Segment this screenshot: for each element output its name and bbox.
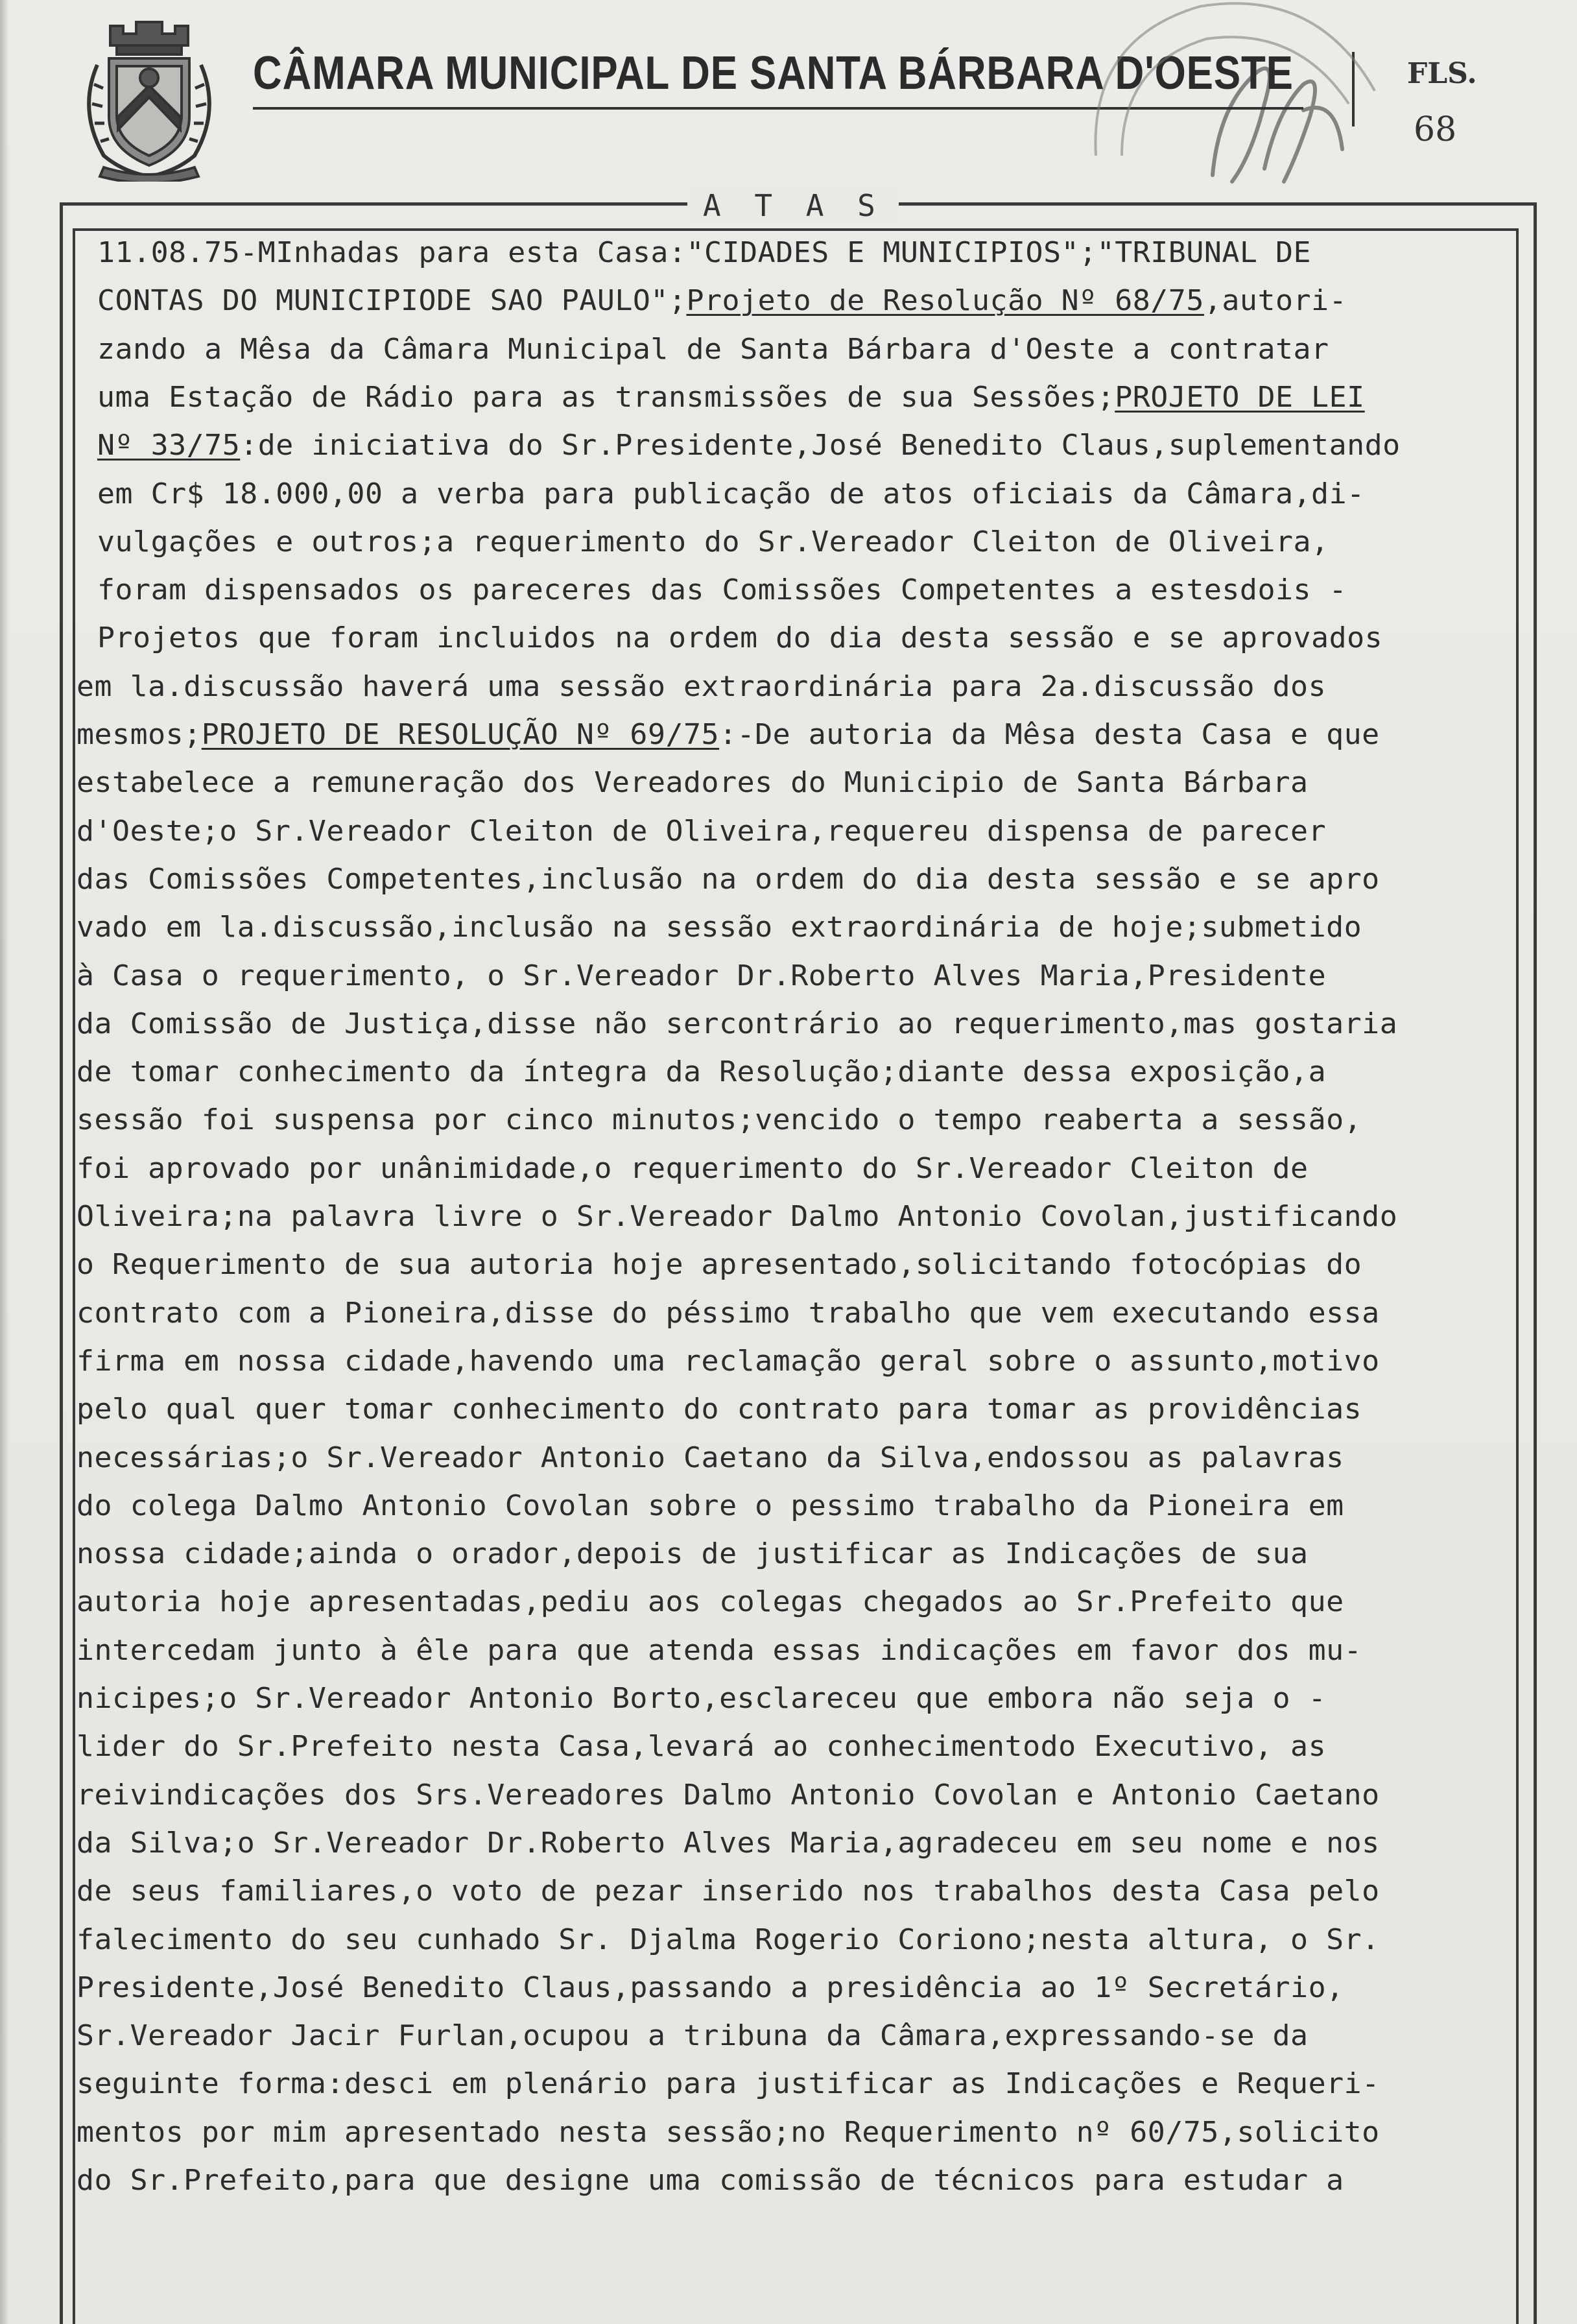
text-segment: nossa cidade;ainda o orador,depois de justificar as Indicações de sua <box>77 1537 1309 1571</box>
text-line <box>77 718 1380 751</box>
text-segment: falecimento do seu cunhado Sr. Djalma Rogerio Coriono;nesta altura, o Sr. <box>77 1923 1380 1956</box>
text-line <box>77 2166 1344 2195</box>
text-line <box>97 284 1347 318</box>
text-line <box>77 1200 1398 1233</box>
text-line <box>77 1055 1327 1089</box>
text-line <box>77 1248 1362 1282</box>
text-line <box>77 2115 1380 2149</box>
text-line <box>97 380 1365 414</box>
text-line <box>77 1103 1362 1137</box>
text-line <box>77 862 1380 896</box>
text-segment: de seus familiares,o voto de pezar inserido nos trabalhos desta Casa pelo <box>77 1875 1380 1908</box>
text-line <box>77 1296 1380 1330</box>
text-segment: de tomar conhecimento da íntegra da Resolução;diante dessa exposição,a <box>77 1055 1327 1089</box>
text-line <box>77 1344 1380 1378</box>
text-segment: Oliveira;na palavra livre o Sr.Vereador Dalmo Antonio Covolan,justificando <box>77 1200 1398 1233</box>
text-segment: do Sr.Prefeito,para que designe uma comissão de técnicos para estudar a <box>77 2164 1344 2197</box>
text-segment: lider do Sr.Prefeito nesta Casa,levará ao conhecimentodo Executivo, as <box>77 1730 1327 1764</box>
text-segment: zando a Mêsa da Câmara Municipal de Santa Bárbara d'Oeste a contratar <box>97 332 1329 366</box>
text-segment: do colega Dalmo Antonio Covolan sobre o pessimo trabalho da Pioneira em <box>77 1489 1344 1522</box>
text-line <box>77 1684 1326 1713</box>
text-line <box>77 1923 1380 1956</box>
text-segment: :-De autoria da Mêsa desta Casa e que <box>719 718 1380 751</box>
text-line <box>77 814 1327 848</box>
text-segment: Presidente,José Benedito Claus,passando a presidência ao 1º Secretário, <box>77 1971 1344 2004</box>
text-line <box>77 1395 1362 1424</box>
text-segment: Sr.Vereador Jacir Furlan,ocupou a tribuna da Câmara,expressando-se da <box>77 2019 1309 2053</box>
text-segment: CONTAS DO MUNICIPIODE SAO PAULO"; <box>97 284 687 318</box>
text-segment: contrato com a Pioneira,disse do péssimo trabalho que vem executando essa <box>77 1296 1380 1330</box>
text-segment: intercedam junto à êle para que atenda essas indicações em favor dos mu- <box>77 1633 1362 1667</box>
text-segment: nicipes;o Sr.Vereador Antonio Borto,esclareceu que embora não seja o - <box>77 1682 1327 1715</box>
text-line <box>77 913 1362 942</box>
text-segment: PROJETO DE LEI <box>1115 380 1365 414</box>
text-line <box>77 1778 1380 1812</box>
text-line <box>77 2019 1309 2053</box>
text-segment: uma Estação de Rádio para as transmissões de sua Sessões; <box>97 380 1115 414</box>
text-segment: autoria hoje apresentadas,pediu aos colegas chegados ao Sr.Prefeito que <box>77 1585 1344 1619</box>
text-segment: da Comissão de Justiça,disse não sercontrário ao requerimento,mas gostaria <box>77 1007 1398 1040</box>
section-label: A T A S <box>687 188 899 223</box>
text-line <box>77 1585 1344 1619</box>
text-segment: ,autori- <box>1204 284 1347 318</box>
text-segment: PROJETO DE RESOLUÇÃO Nº 69/75 <box>201 718 720 751</box>
text-line <box>77 1971 1344 2004</box>
text-segment: à Casa o requerimento, o Sr.Vereador Dr.Roberto Alves Maria,Presidente <box>77 959 1327 992</box>
text-segment: reivindicações dos Srs.Vereadores Dalmo Antonio Covolan e Antonio Caetano <box>77 1778 1380 1812</box>
text-segment: :de iniciativa do Sr.Presidente,José Benedito Claus,suplementando <box>240 429 1401 462</box>
text-segment: d'Oeste;o Sr.Vereador Cleiton de Oliveira,requereu dispensa de parecer <box>77 814 1327 848</box>
text-segment: em la.discussão haverá uma sessão extraordinária para 2a.discussão dos <box>77 669 1327 703</box>
text-segment: Projetos que foram incluidos na ordem do dia desta sessão e se aprovados <box>97 621 1383 655</box>
text-segment: foi aprovado por unânimidade,o requerimento do Sr.Vereador Cleiton de <box>77 1151 1309 1185</box>
text-line <box>97 525 1329 558</box>
text-segment: vulgações e outros;a requerimento do Sr.Vereador Cleiton de Oliveira, <box>97 525 1329 558</box>
text-segment: 11.08.75-MInhadas para esta Casa:"CIDADES E MUNICIPIOS";"TRIBUNAL DE <box>97 236 1312 269</box>
text-segment: seguinte forma:desci em plenário para justificar as Indicações e Requeri- <box>77 2067 1380 2101</box>
text-segment: Nº 33/75 <box>97 429 241 462</box>
text-line <box>97 236 1312 269</box>
text-line <box>97 431 1401 460</box>
text-line <box>77 1441 1344 1474</box>
text-line <box>97 332 1329 366</box>
text-line <box>77 2067 1380 2101</box>
text-segment: das Comissões Competentes,inclusão na ordem do dia desta sessão e se apro <box>77 862 1380 896</box>
text-line <box>77 1633 1362 1667</box>
text-line <box>77 1826 1380 1860</box>
text-segment: Projeto de Resolução Nº 68/75 <box>686 284 1204 318</box>
header-title: CÂMARA MUNICIPAL DE SANTA BÁRBARA D'OESTE <box>253 47 1294 99</box>
text-segment: estabelece a remuneração dos Vereadores do Municipio de Santa Bárbara <box>77 766 1309 800</box>
text-segment: mentos por mim apresentado nesta sessão;no Requerimento nº 60/75,solicito <box>77 2115 1380 2149</box>
text-line <box>77 669 1327 703</box>
folio-number: 68 <box>1414 110 1457 149</box>
folio-label: FLS. <box>1407 57 1477 90</box>
text-line <box>77 1877 1380 1906</box>
text-line <box>77 1151 1309 1185</box>
text-line <box>77 1537 1309 1571</box>
text-line <box>77 766 1309 800</box>
text-segment: em Cr$ 18.000,00 a verba para publicação de atos oficiais da Câmara,di- <box>97 477 1365 510</box>
text-line <box>97 621 1383 655</box>
text-segment: necessárias;o Sr.Vereador Antonio Caetano da Silva,endossou as palavras <box>77 1441 1344 1474</box>
text-line <box>77 1489 1344 1522</box>
text-segment: da Silva;o Sr.Vereador Dr.Roberto Alves Maria,agradeceu em seu nome e nos <box>77 1826 1380 1860</box>
text-line <box>77 1730 1327 1764</box>
text-line <box>77 959 1327 992</box>
text-segment: o Requerimento de sua autoria hoje apresentado,solicitando fotocópias do <box>77 1248 1362 1282</box>
text-segment: foram dispensados os pareceres das Comissões Competentes a estesdois - <box>97 573 1347 607</box>
text-segment: firma em nossa cidade,havendo uma reclamação geral sobre o assunto,motivo <box>77 1344 1380 1378</box>
text-segment: sessão foi suspensa por cinco minutos;vencido o tempo reaberta a sessão, <box>77 1103 1362 1137</box>
text-segment: pelo qual quer tomar conhecimento do contrato para tomar as providências <box>77 1393 1362 1426</box>
text-line <box>77 1007 1398 1040</box>
text-segment: mesmos; <box>77 718 202 751</box>
text-line <box>97 573 1347 607</box>
text-line <box>97 477 1365 510</box>
text-segment: vado em la.discussão,inclusão na sessão extraordinária de hoje;submetido <box>77 911 1362 944</box>
